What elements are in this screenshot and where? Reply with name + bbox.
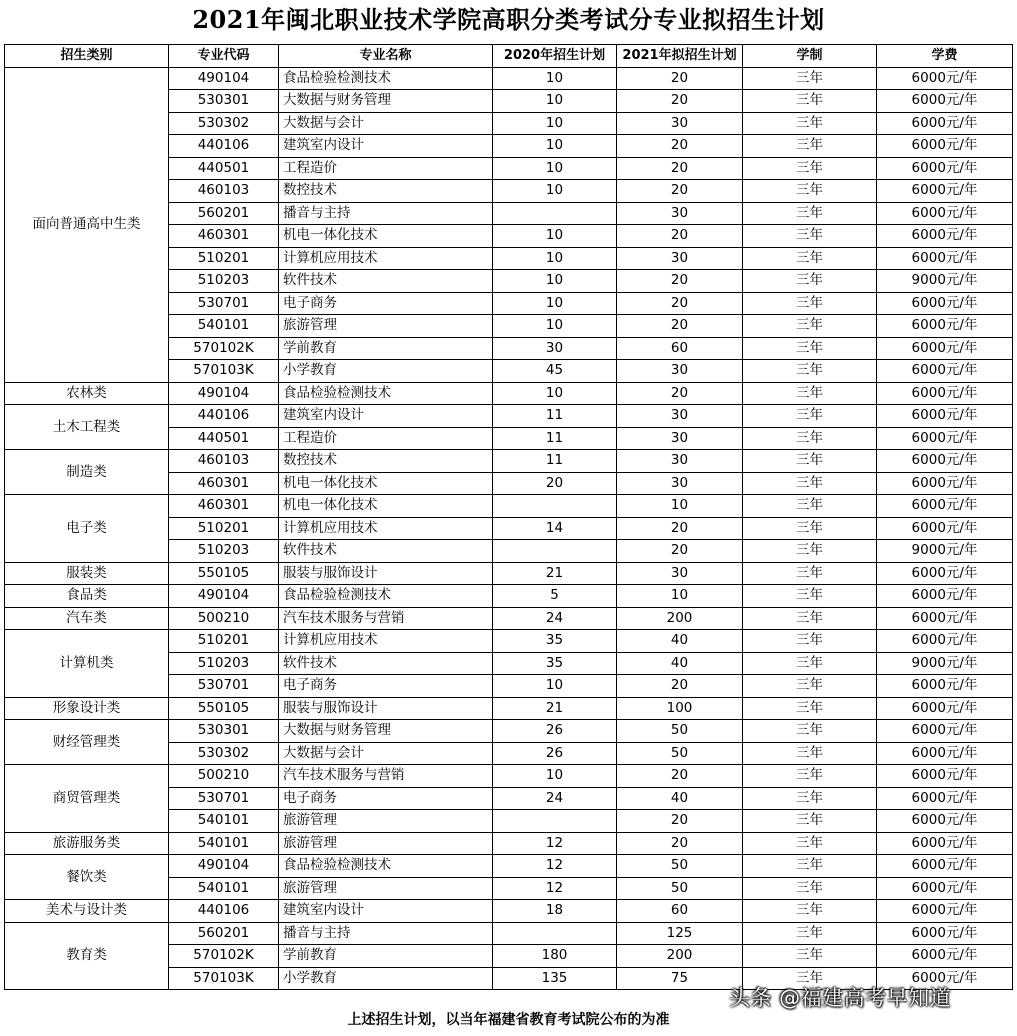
major-name-cell: 学前教育 bbox=[279, 337, 493, 360]
plan-2021-cell: 30 bbox=[617, 472, 743, 495]
plan-2021-cell: 20 bbox=[617, 157, 743, 180]
category-cell: 美术与设计类 bbox=[5, 900, 169, 923]
plan-2020-cell: 10 bbox=[493, 315, 617, 338]
tuition-cell: 6000元/年 bbox=[877, 720, 1013, 743]
plan-2020-cell: 10 bbox=[493, 157, 617, 180]
plan-2020-cell: 11 bbox=[493, 427, 617, 450]
tuition-cell: 6000元/年 bbox=[877, 922, 1013, 945]
major-code-cell: 530301 bbox=[169, 720, 279, 743]
tuition-cell: 6000元/年 bbox=[877, 360, 1013, 383]
plan-2020-cell: 35 bbox=[493, 630, 617, 653]
category-cell: 形象设计类 bbox=[5, 697, 169, 720]
tuition-cell: 6000元/年 bbox=[877, 337, 1013, 360]
major-code-cell: 530701 bbox=[169, 675, 279, 698]
major-name-cell: 机电一体化技术 bbox=[279, 225, 493, 248]
plan-2020-cell bbox=[493, 810, 617, 833]
plan-2020-cell: 10 bbox=[493, 675, 617, 698]
plan-2021-cell: 40 bbox=[617, 652, 743, 675]
tuition-cell: 6000元/年 bbox=[877, 585, 1013, 608]
plan-2020-cell: 24 bbox=[493, 607, 617, 630]
header-code: 专业代码 bbox=[169, 45, 279, 68]
tuition-cell: 6000元/年 bbox=[877, 810, 1013, 833]
tuition-cell: 6000元/年 bbox=[877, 472, 1013, 495]
major-name-cell: 电子商务 bbox=[279, 292, 493, 315]
major-code-cell: 540101 bbox=[169, 315, 279, 338]
plan-2020-cell: 10 bbox=[493, 112, 617, 135]
major-code-cell: 540101 bbox=[169, 832, 279, 855]
table-row bbox=[5, 900, 1013, 923]
duration-cell: 三年 bbox=[743, 495, 877, 518]
watermark: 头条 @福建高考早知道 bbox=[729, 986, 952, 1010]
plan-2020-cell: 21 bbox=[493, 562, 617, 585]
major-code-cell: 460103 bbox=[169, 450, 279, 473]
plan-2021-cell: 30 bbox=[617, 405, 743, 428]
duration-cell: 三年 bbox=[743, 112, 877, 135]
major-name-cell: 数控技术 bbox=[279, 180, 493, 203]
plan-2020-cell: 35 bbox=[493, 652, 617, 675]
duration-cell: 三年 bbox=[743, 900, 877, 923]
major-code-cell: 560201 bbox=[169, 922, 279, 945]
major-name-cell: 旅游管理 bbox=[279, 810, 493, 833]
plan-2021-cell: 30 bbox=[617, 202, 743, 225]
tuition-cell: 6000元/年 bbox=[877, 697, 1013, 720]
footer-note: 上述招生计划，以当年福建省教育考试院公布的为准 bbox=[347, 1012, 670, 1028]
major-name-cell: 食品检验检测技术 bbox=[279, 67, 493, 90]
plan-2020-cell: 10 bbox=[493, 765, 617, 788]
plan-2021-cell: 20 bbox=[617, 540, 743, 563]
duration-cell: 三年 bbox=[743, 292, 877, 315]
plan-2020-cell: 45 bbox=[493, 360, 617, 383]
table-row bbox=[5, 607, 1013, 630]
major-name-cell: 播音与主持 bbox=[279, 922, 493, 945]
category-cell: 教育类 bbox=[5, 922, 169, 990]
plan-2020-cell: 10 bbox=[493, 180, 617, 203]
plan-2021-cell: 20 bbox=[617, 810, 743, 833]
major-name-cell: 建筑室内设计 bbox=[279, 135, 493, 158]
major-name-cell: 食品检验检测技术 bbox=[279, 585, 493, 608]
category-cell: 土木工程类 bbox=[5, 405, 169, 450]
plan-2021-cell: 20 bbox=[617, 292, 743, 315]
tuition-cell: 6000元/年 bbox=[877, 877, 1013, 900]
category-cell: 服装类 bbox=[5, 562, 169, 585]
major-code-cell: 440106 bbox=[169, 405, 279, 428]
duration-cell: 三年 bbox=[743, 562, 877, 585]
duration-cell: 三年 bbox=[743, 607, 877, 630]
major-code-cell: 540101 bbox=[169, 810, 279, 833]
major-name-cell: 计算机应用技术 bbox=[279, 630, 493, 653]
tuition-cell: 6000元/年 bbox=[877, 180, 1013, 203]
duration-cell: 三年 bbox=[743, 742, 877, 765]
major-name-cell: 大数据与财务管理 bbox=[279, 90, 493, 113]
plan-2021-cell: 20 bbox=[617, 382, 743, 405]
duration-cell: 三年 bbox=[743, 270, 877, 293]
tuition-cell: 6000元/年 bbox=[877, 202, 1013, 225]
header-plan-2020: 2020年招生计划 bbox=[493, 45, 617, 68]
tuition-cell: 6000元/年 bbox=[877, 90, 1013, 113]
major-name-cell: 服装与服饰设计 bbox=[279, 697, 493, 720]
major-name-cell: 食品检验检测技术 bbox=[279, 855, 493, 878]
major-name-cell: 软件技术 bbox=[279, 270, 493, 293]
major-code-cell: 440106 bbox=[169, 900, 279, 923]
duration-cell: 三年 bbox=[743, 720, 877, 743]
plan-2020-cell: 26 bbox=[493, 720, 617, 743]
table-row bbox=[5, 585, 1013, 608]
duration-cell: 三年 bbox=[743, 922, 877, 945]
category-cell: 制造类 bbox=[5, 450, 169, 495]
major-name-cell: 小学教育 bbox=[279, 967, 493, 990]
major-code-cell: 510201 bbox=[169, 517, 279, 540]
tuition-cell: 6000元/年 bbox=[877, 450, 1013, 473]
duration-cell: 三年 bbox=[743, 652, 877, 675]
major-name-cell: 旅游管理 bbox=[279, 877, 493, 900]
tuition-cell: 6000元/年 bbox=[877, 157, 1013, 180]
duration-cell: 三年 bbox=[743, 360, 877, 383]
plan-2021-cell: 20 bbox=[617, 517, 743, 540]
plan-2020-cell: 12 bbox=[493, 832, 617, 855]
major-code-cell: 560201 bbox=[169, 202, 279, 225]
tuition-cell: 6000元/年 bbox=[877, 900, 1013, 923]
major-name-cell: 数控技术 bbox=[279, 450, 493, 473]
plan-2020-cell: 12 bbox=[493, 855, 617, 878]
header-plan-2021: 2021年拟招生计划 bbox=[617, 45, 743, 68]
duration-cell: 三年 bbox=[743, 315, 877, 338]
plan-2021-cell: 50 bbox=[617, 877, 743, 900]
plan-2021-cell: 30 bbox=[617, 562, 743, 585]
plan-2021-cell: 50 bbox=[617, 855, 743, 878]
plan-2021-cell: 50 bbox=[617, 742, 743, 765]
plan-2021-cell: 20 bbox=[617, 135, 743, 158]
duration-cell: 三年 bbox=[743, 675, 877, 698]
table-body bbox=[5, 67, 1013, 990]
category-cell: 面向普通高中生类 bbox=[5, 67, 169, 382]
duration-cell: 三年 bbox=[743, 517, 877, 540]
tuition-cell: 6000元/年 bbox=[877, 315, 1013, 338]
category-cell: 财经管理类 bbox=[5, 720, 169, 765]
duration-cell: 三年 bbox=[743, 697, 877, 720]
duration-cell: 三年 bbox=[743, 540, 877, 563]
duration-cell: 三年 bbox=[743, 810, 877, 833]
major-code-cell: 530302 bbox=[169, 742, 279, 765]
tuition-cell: 6000元/年 bbox=[877, 225, 1013, 248]
category-cell: 农林类 bbox=[5, 382, 169, 405]
tuition-cell: 6000元/年 bbox=[877, 112, 1013, 135]
category-cell: 餐饮类 bbox=[5, 855, 169, 900]
tuition-cell: 6000元/年 bbox=[877, 382, 1013, 405]
category-cell: 食品类 bbox=[5, 585, 169, 608]
major-code-cell: 570103K bbox=[169, 967, 279, 990]
duration-cell: 三年 bbox=[743, 180, 877, 203]
major-code-cell: 440501 bbox=[169, 157, 279, 180]
tuition-cell: 6000元/年 bbox=[877, 967, 1013, 990]
duration-cell: 三年 bbox=[743, 135, 877, 158]
table-header-row bbox=[5, 45, 1013, 68]
category-cell: 计算机类 bbox=[5, 630, 169, 698]
major-code-cell: 510201 bbox=[169, 630, 279, 653]
table-row bbox=[5, 405, 1013, 428]
table-row bbox=[5, 450, 1013, 473]
plan-2020-cell: 21 bbox=[493, 697, 617, 720]
tuition-cell: 6000元/年 bbox=[877, 765, 1013, 788]
major-name-cell: 机电一体化技术 bbox=[279, 495, 493, 518]
table-row bbox=[5, 67, 1013, 90]
plan-2021-cell: 30 bbox=[617, 360, 743, 383]
plan-2021-cell: 20 bbox=[617, 765, 743, 788]
major-code-cell: 550105 bbox=[169, 562, 279, 585]
category-cell: 商贸管理类 bbox=[5, 765, 169, 833]
major-name-cell: 计算机应用技术 bbox=[279, 247, 493, 270]
table-row bbox=[5, 697, 1013, 720]
plan-2021-cell: 40 bbox=[617, 787, 743, 810]
plan-2021-cell: 75 bbox=[617, 967, 743, 990]
table-row bbox=[5, 630, 1013, 653]
major-code-cell: 510203 bbox=[169, 540, 279, 563]
major-name-cell: 计算机应用技术 bbox=[279, 517, 493, 540]
duration-cell: 三年 bbox=[743, 405, 877, 428]
table-row bbox=[5, 720, 1013, 743]
major-code-cell: 550105 bbox=[169, 697, 279, 720]
duration-cell: 三年 bbox=[743, 157, 877, 180]
plan-2021-cell: 200 bbox=[617, 945, 743, 968]
tuition-cell: 6000元/年 bbox=[877, 787, 1013, 810]
tuition-cell: 6000元/年 bbox=[877, 135, 1013, 158]
major-code-cell: 510203 bbox=[169, 652, 279, 675]
tuition-cell: 6000元/年 bbox=[877, 945, 1013, 968]
duration-cell: 三年 bbox=[743, 427, 877, 450]
major-code-cell: 530701 bbox=[169, 292, 279, 315]
major-name-cell: 汽车技术服务与营销 bbox=[279, 765, 493, 788]
duration-cell: 三年 bbox=[743, 630, 877, 653]
plan-2020-cell: 5 bbox=[493, 585, 617, 608]
duration-cell: 三年 bbox=[743, 67, 877, 90]
major-code-cell: 530701 bbox=[169, 787, 279, 810]
plan-2020-cell: 12 bbox=[493, 877, 617, 900]
tuition-cell: 6000元/年 bbox=[877, 832, 1013, 855]
plan-2021-cell: 100 bbox=[617, 697, 743, 720]
duration-cell: 三年 bbox=[743, 202, 877, 225]
duration-cell: 三年 bbox=[743, 945, 877, 968]
major-name-cell: 电子商务 bbox=[279, 675, 493, 698]
plan-2020-cell: 180 bbox=[493, 945, 617, 968]
tuition-cell: 6000元/年 bbox=[877, 607, 1013, 630]
header-major: 专业名称 bbox=[279, 45, 493, 68]
major-code-cell: 530302 bbox=[169, 112, 279, 135]
plan-2021-cell: 30 bbox=[617, 450, 743, 473]
major-name-cell: 电子商务 bbox=[279, 787, 493, 810]
major-name-cell: 学前教育 bbox=[279, 945, 493, 968]
plan-2021-cell: 20 bbox=[617, 180, 743, 203]
plan-2020-cell bbox=[493, 922, 617, 945]
plan-2020-cell: 10 bbox=[493, 292, 617, 315]
duration-cell: 三年 bbox=[743, 382, 877, 405]
plan-2021-cell: 20 bbox=[617, 315, 743, 338]
tuition-cell: 6000元/年 bbox=[877, 675, 1013, 698]
major-name-cell: 旅游管理 bbox=[279, 315, 493, 338]
page-title: 2021年闽北职业技术学院高职分类考试分专业拟招生计划 bbox=[192, 5, 825, 34]
major-code-cell: 500210 bbox=[169, 765, 279, 788]
duration-cell: 三年 bbox=[743, 472, 877, 495]
major-code-cell: 460301 bbox=[169, 472, 279, 495]
plan-2020-cell: 10 bbox=[493, 67, 617, 90]
plan-2021-cell: 20 bbox=[617, 90, 743, 113]
tuition-cell: 6000元/年 bbox=[877, 405, 1013, 428]
tuition-cell: 6000元/年 bbox=[877, 630, 1013, 653]
major-code-cell: 440501 bbox=[169, 427, 279, 450]
major-code-cell: 570102K bbox=[169, 337, 279, 360]
plan-2021-cell: 125 bbox=[617, 922, 743, 945]
major-code-cell: 530301 bbox=[169, 90, 279, 113]
tuition-cell: 6000元/年 bbox=[877, 67, 1013, 90]
plan-2021-cell: 50 bbox=[617, 720, 743, 743]
plan-2020-cell: 10 bbox=[493, 225, 617, 248]
major-code-cell: 540101 bbox=[169, 877, 279, 900]
duration-cell: 三年 bbox=[743, 337, 877, 360]
plan-2020-cell: 18 bbox=[493, 900, 617, 923]
duration-cell: 三年 bbox=[743, 90, 877, 113]
major-name-cell: 旅游管理 bbox=[279, 832, 493, 855]
plan-2021-cell: 60 bbox=[617, 900, 743, 923]
category-cell: 旅游服务类 bbox=[5, 832, 169, 855]
plan-2021-cell: 10 bbox=[617, 585, 743, 608]
plan-2021-cell: 200 bbox=[617, 607, 743, 630]
plan-2020-cell: 24 bbox=[493, 787, 617, 810]
duration-cell: 三年 bbox=[743, 247, 877, 270]
tuition-cell: 6000元/年 bbox=[877, 495, 1013, 518]
major-name-cell: 工程造价 bbox=[279, 157, 493, 180]
major-code-cell: 460301 bbox=[169, 495, 279, 518]
major-name-cell: 服装与服饰设计 bbox=[279, 562, 493, 585]
plan-2021-cell: 30 bbox=[617, 247, 743, 270]
plan-2020-cell: 11 bbox=[493, 450, 617, 473]
tuition-cell: 6000元/年 bbox=[877, 292, 1013, 315]
plan-2020-cell: 10 bbox=[493, 135, 617, 158]
major-name-cell: 软件技术 bbox=[279, 652, 493, 675]
duration-cell: 三年 bbox=[743, 787, 877, 810]
table-row bbox=[5, 832, 1013, 855]
table-row bbox=[5, 562, 1013, 585]
tuition-cell: 6000元/年 bbox=[877, 742, 1013, 765]
tuition-cell: 6000元/年 bbox=[877, 855, 1013, 878]
plan-2020-cell: 10 bbox=[493, 270, 617, 293]
major-code-cell: 510201 bbox=[169, 247, 279, 270]
plan-2021-cell: 30 bbox=[617, 112, 743, 135]
major-code-cell: 500210 bbox=[169, 607, 279, 630]
major-code-cell: 460301 bbox=[169, 225, 279, 248]
header-tuition: 学费 bbox=[877, 45, 1013, 68]
plan-2021-cell: 30 bbox=[617, 427, 743, 450]
tuition-cell: 9000元/年 bbox=[877, 540, 1013, 563]
tuition-cell: 6000元/年 bbox=[877, 562, 1013, 585]
major-name-cell: 建筑室内设计 bbox=[279, 405, 493, 428]
header-category: 招生类别 bbox=[5, 45, 169, 68]
plan-2021-cell: 20 bbox=[617, 270, 743, 293]
major-code-cell: 510203 bbox=[169, 270, 279, 293]
major-name-cell: 小学教育 bbox=[279, 360, 493, 383]
major-name-cell: 食品检验检测技术 bbox=[279, 382, 493, 405]
tuition-cell: 6000元/年 bbox=[877, 247, 1013, 270]
duration-cell: 三年 bbox=[743, 450, 877, 473]
duration-cell: 三年 bbox=[743, 967, 877, 990]
plan-2020-cell bbox=[493, 540, 617, 563]
plan-2021-cell: 20 bbox=[617, 832, 743, 855]
tuition-cell: 6000元/年 bbox=[877, 427, 1013, 450]
major-name-cell: 汽车技术服务与营销 bbox=[279, 607, 493, 630]
major-code-cell: 440106 bbox=[169, 135, 279, 158]
table-row bbox=[5, 922, 1013, 945]
major-name-cell: 大数据与会计 bbox=[279, 742, 493, 765]
plan-2020-cell: 11 bbox=[493, 405, 617, 428]
duration-cell: 三年 bbox=[743, 765, 877, 788]
plan-2020-cell: 10 bbox=[493, 382, 617, 405]
plan-2021-cell: 10 bbox=[617, 495, 743, 518]
category-cell: 电子类 bbox=[5, 495, 169, 563]
plan-2020-cell bbox=[493, 495, 617, 518]
plan-2020-cell: 10 bbox=[493, 247, 617, 270]
enrollment-plan-table bbox=[4, 44, 1013, 990]
plan-2020-cell bbox=[493, 202, 617, 225]
duration-cell: 三年 bbox=[743, 832, 877, 855]
duration-cell: 三年 bbox=[743, 855, 877, 878]
plan-2020-cell: 14 bbox=[493, 517, 617, 540]
major-name-cell: 工程造价 bbox=[279, 427, 493, 450]
table-row bbox=[5, 765, 1013, 788]
plan-2020-cell: 26 bbox=[493, 742, 617, 765]
category-cell: 汽车类 bbox=[5, 607, 169, 630]
table-row bbox=[5, 382, 1013, 405]
major-name-cell: 机电一体化技术 bbox=[279, 472, 493, 495]
major-code-cell: 490104 bbox=[169, 855, 279, 878]
plan-2020-cell: 10 bbox=[493, 90, 617, 113]
plan-2020-cell: 135 bbox=[493, 967, 617, 990]
plan-2021-cell: 20 bbox=[617, 67, 743, 90]
duration-cell: 三年 bbox=[743, 877, 877, 900]
major-code-cell: 490104 bbox=[169, 67, 279, 90]
plan-2021-cell: 20 bbox=[617, 675, 743, 698]
plan-2020-cell: 20 bbox=[493, 472, 617, 495]
tuition-cell: 9000元/年 bbox=[877, 652, 1013, 675]
table-row bbox=[5, 855, 1013, 878]
major-code-cell: 490104 bbox=[169, 585, 279, 608]
duration-cell: 三年 bbox=[743, 585, 877, 608]
major-name-cell: 建筑室内设计 bbox=[279, 900, 493, 923]
major-name-cell: 大数据与财务管理 bbox=[279, 720, 493, 743]
major-code-cell: 490104 bbox=[169, 382, 279, 405]
header-duration: 学制 bbox=[743, 45, 877, 68]
duration-cell: 三年 bbox=[743, 225, 877, 248]
major-code-cell: 570102K bbox=[169, 945, 279, 968]
major-code-cell: 570103K bbox=[169, 360, 279, 383]
plan-2020-cell: 30 bbox=[493, 337, 617, 360]
major-name-cell: 大数据与会计 bbox=[279, 112, 493, 135]
tuition-cell: 6000元/年 bbox=[877, 517, 1013, 540]
major-code-cell: 460103 bbox=[169, 180, 279, 203]
tuition-cell: 9000元/年 bbox=[877, 270, 1013, 293]
major-name-cell: 软件技术 bbox=[279, 540, 493, 563]
table-row bbox=[5, 495, 1013, 518]
plan-2021-cell: 20 bbox=[617, 225, 743, 248]
plan-2021-cell: 40 bbox=[617, 630, 743, 653]
major-name-cell: 播音与主持 bbox=[279, 202, 493, 225]
plan-2021-cell: 60 bbox=[617, 337, 743, 360]
